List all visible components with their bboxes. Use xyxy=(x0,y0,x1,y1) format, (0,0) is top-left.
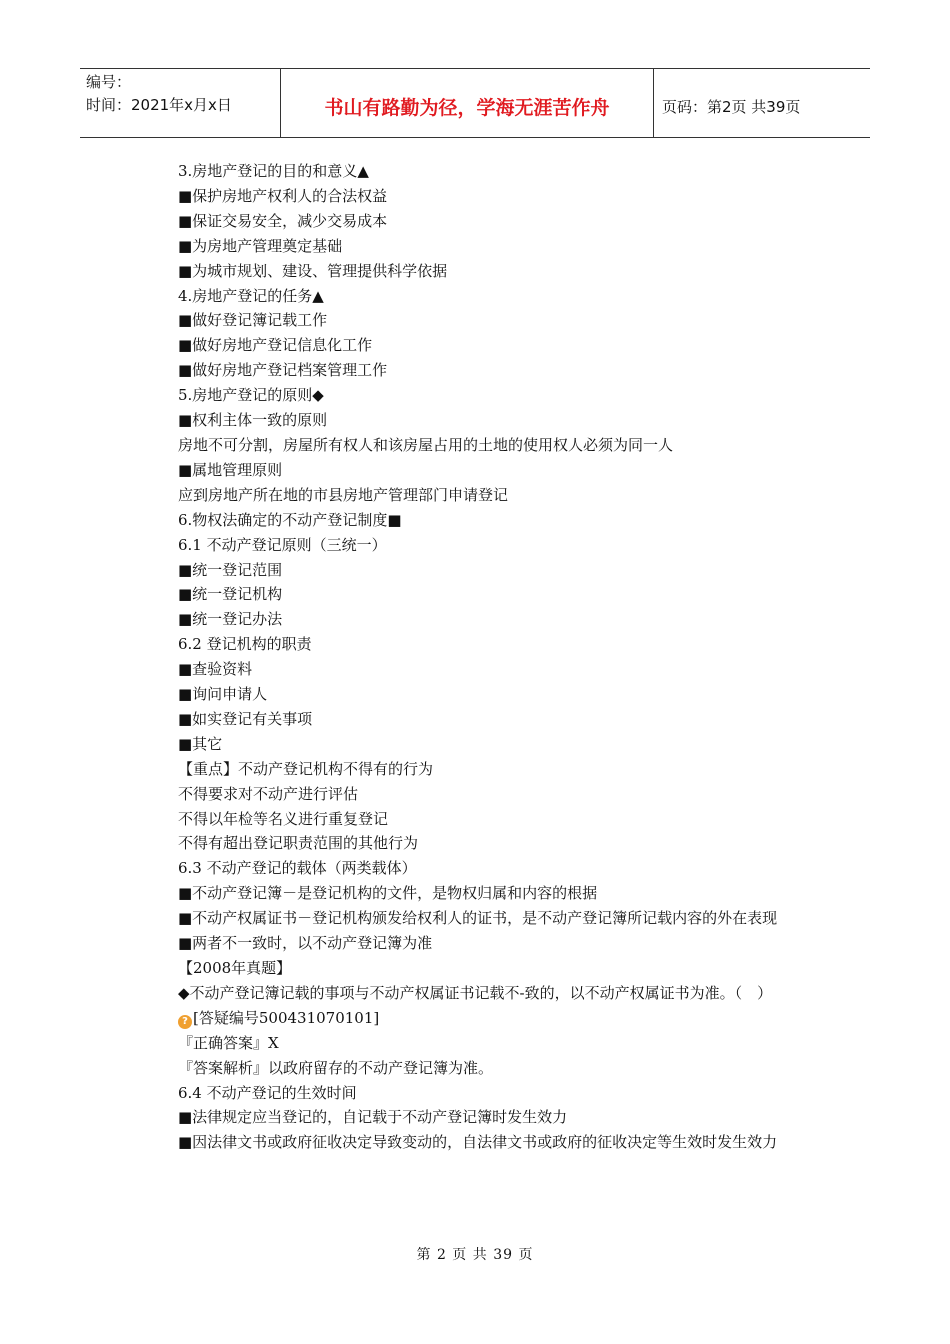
section-heading: 4.房地产登记的任务▲ xyxy=(178,286,324,305)
bullet-item: ■因法律文书或政府征收决定导致变动的，自法律文书或政府的征收决定等生效时发生效力 xyxy=(178,1133,778,1152)
body-text: 不得要求对不动产进行评估 xyxy=(178,784,359,803)
subsection-heading: 6.3 不动产登记的载体（两类载体） xyxy=(178,859,417,878)
answer-ref xyxy=(145,1006,805,1031)
bullet-item: ■权利主体一致的原则 xyxy=(178,411,328,430)
body-text: 应到房地产所在地的市县房地产管理部门申请登记 xyxy=(178,485,509,504)
bullet-item: ■不动产登记簿－是登记机构的文件，是物权归属和内容的根据 xyxy=(178,884,598,903)
page-footer: 第 2 页 共 39 页 xyxy=(416,1247,534,1263)
bullet-item: ■不动产权属证书－登记机构颁发给权利人的证书，是不动产登记簿所记载内容的外在表现 xyxy=(178,909,778,928)
body-text: 不得以年检等名义进行重复登记 xyxy=(178,809,389,828)
subsection-heading: 6.1 不动产登记原则（三统一） xyxy=(178,535,387,554)
document-body xyxy=(145,159,805,1155)
section-heading: 5.房地产登记的原则◆ xyxy=(178,386,324,405)
correct-answer: 『正确答案』X xyxy=(178,1033,279,1052)
bullet-item: ■法律规定应当登记的，自记载于不动产登记簿时发生效力 xyxy=(178,1108,568,1127)
body-text: 不得有超出登记职责范围的其他行为 xyxy=(178,834,419,853)
bullet-item: ■如实登记有关事项 xyxy=(178,709,313,728)
subsection-heading: 6.4 不动产登记的生效时间 xyxy=(178,1083,357,1102)
bullet-item: ■统一登记办法 xyxy=(178,610,283,629)
date-label: 时间：2021年x月x日 xyxy=(86,96,232,114)
bullet-item: ■两者不一致时，以不动产登记簿为准 xyxy=(178,934,433,953)
key-point-heading: 【重点】不动产登记机构不得有的行为 xyxy=(178,759,434,778)
bullet-item: ■统一登记机构 xyxy=(178,585,283,604)
bullet-item: ■属地管理原则 xyxy=(178,460,283,479)
bullet-item: ■保护房地产权利人的合法权益 xyxy=(178,186,388,205)
exam-heading: 【2008年真题】 xyxy=(178,959,292,977)
bullet-item: ■统一登记范围 xyxy=(178,560,283,579)
document-header xyxy=(80,68,870,138)
bullet-item: ■询问申请人 xyxy=(178,685,268,704)
bullet-item: ■做好房地产登记档案管理工作 xyxy=(178,361,388,380)
bullet-item: ■为房地产管理奠定基础 xyxy=(178,236,343,255)
bullet-item: ■做好登记簿记载工作 xyxy=(178,311,328,330)
bullet-item: ■其它 xyxy=(178,734,223,753)
body-text: 房地不可分割，房屋所有权人和该房屋占用的土地的使用权人必须为同一人 xyxy=(178,435,674,454)
bullet-item: ■查验资料 xyxy=(178,660,253,679)
subsection-heading: 6.2 登记机构的职责 xyxy=(178,635,312,654)
header-motto: 书山有路勤为径，学海无涯苦作舟 xyxy=(281,69,654,137)
section-heading: 6.物权法确定的不动产登记制度■ xyxy=(178,510,402,529)
bullet-item: ■保证交易安全，减少交易成本 xyxy=(178,211,388,230)
bullet-item: ■做好房地产登记信息化工作 xyxy=(178,336,373,355)
header-meta xyxy=(80,69,281,137)
question-circle-icon: ? xyxy=(178,1015,192,1029)
exam-question: ◆不动产登记簿记载的事项与不动产权属证书记载不-致的，以不动产权属证书为准。（ ） xyxy=(178,983,773,1002)
section-heading: 3.房地产登记的目的和意义▲ xyxy=(178,162,369,180)
header-page-info: 页码：第2页 共39页 xyxy=(662,97,801,116)
serial-label: 编号： xyxy=(86,73,132,91)
bullet-item: ■为城市规划、建设、管理提供科学依据 xyxy=(178,261,448,280)
answer-explanation: 『答案解析』以政府留存的不动产登记簿为准。 xyxy=(178,1058,494,1077)
answer-ref-number: [答疑编号500431070101] xyxy=(193,1008,380,1027)
